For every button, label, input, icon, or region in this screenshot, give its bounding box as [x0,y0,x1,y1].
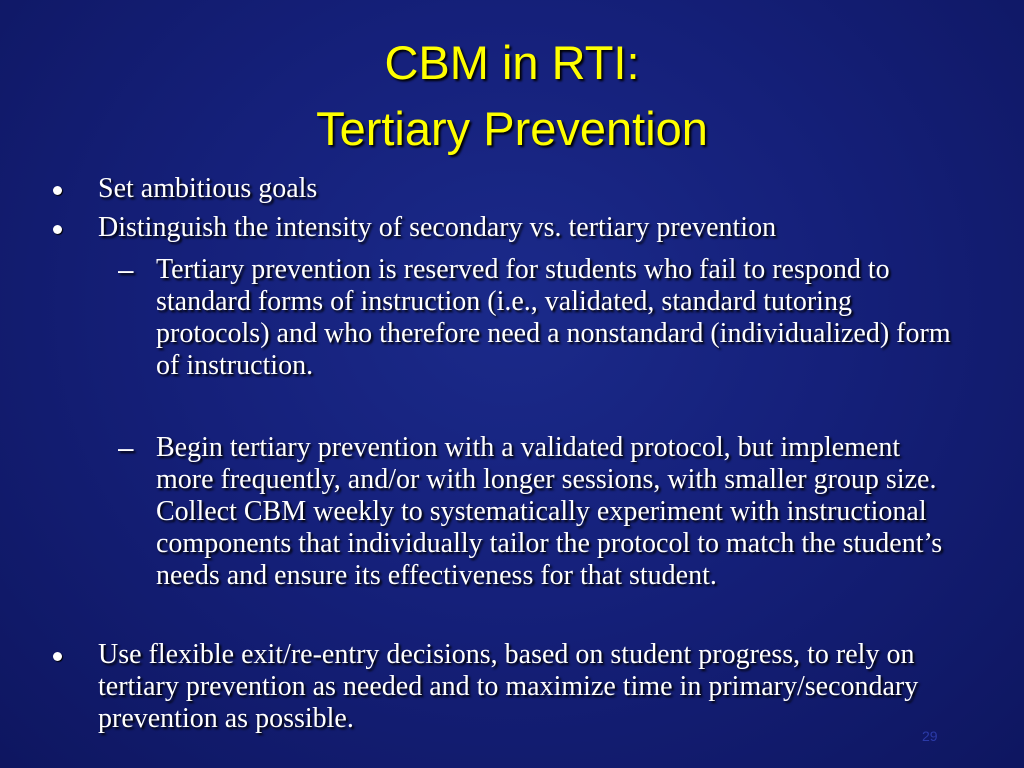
bullet-text: Set ambitious goals [98,173,318,204]
slide-title-line-1: CBM in RTI: [384,36,640,89]
slide-title-line-2: Tertiary Prevention [316,102,708,155]
bullet-item-3 [98,639,978,735]
page-number: 29 [922,728,938,744]
bullet-item-1 [98,173,978,205]
bullet-dot-icon [53,225,62,234]
bullet-item-2 [98,212,978,244]
bullet-text: Distinguish the intensity of secondary vs. tertiary prevention [98,212,777,243]
dash-icon: – [118,432,134,463]
bullet-text: Use flexible exit/re-entry decisions, based on student progress, to rely on tertiary prevention as needed and to maximize time in primary/secondary prevention as possible. [98,639,919,734]
bullet-dot-icon [53,652,62,661]
sub-bullet-item-2 [118,432,956,592]
bullet-dot-icon [53,186,62,195]
sub-bullet-text: Tertiary prevention is reserved for students who fail to respond to standard forms of instruction (i.e., validated, standard tutoring protocols) and who therefore need a nonstandard (individualized) form of instruction. [156,254,951,381]
sub-bullet-text: Begin tertiary prevention with a validated protocol, but implement more frequently, and/or with longer sessions, with smaller group size. Collect CBM weekly to systematically experiment with instructional components that individually tailor the protocol to match the student’s needs and ensure its effectiveness for that student. [156,432,943,591]
dash-icon: – [118,254,134,285]
sub-bullet-item-1 [118,254,956,382]
